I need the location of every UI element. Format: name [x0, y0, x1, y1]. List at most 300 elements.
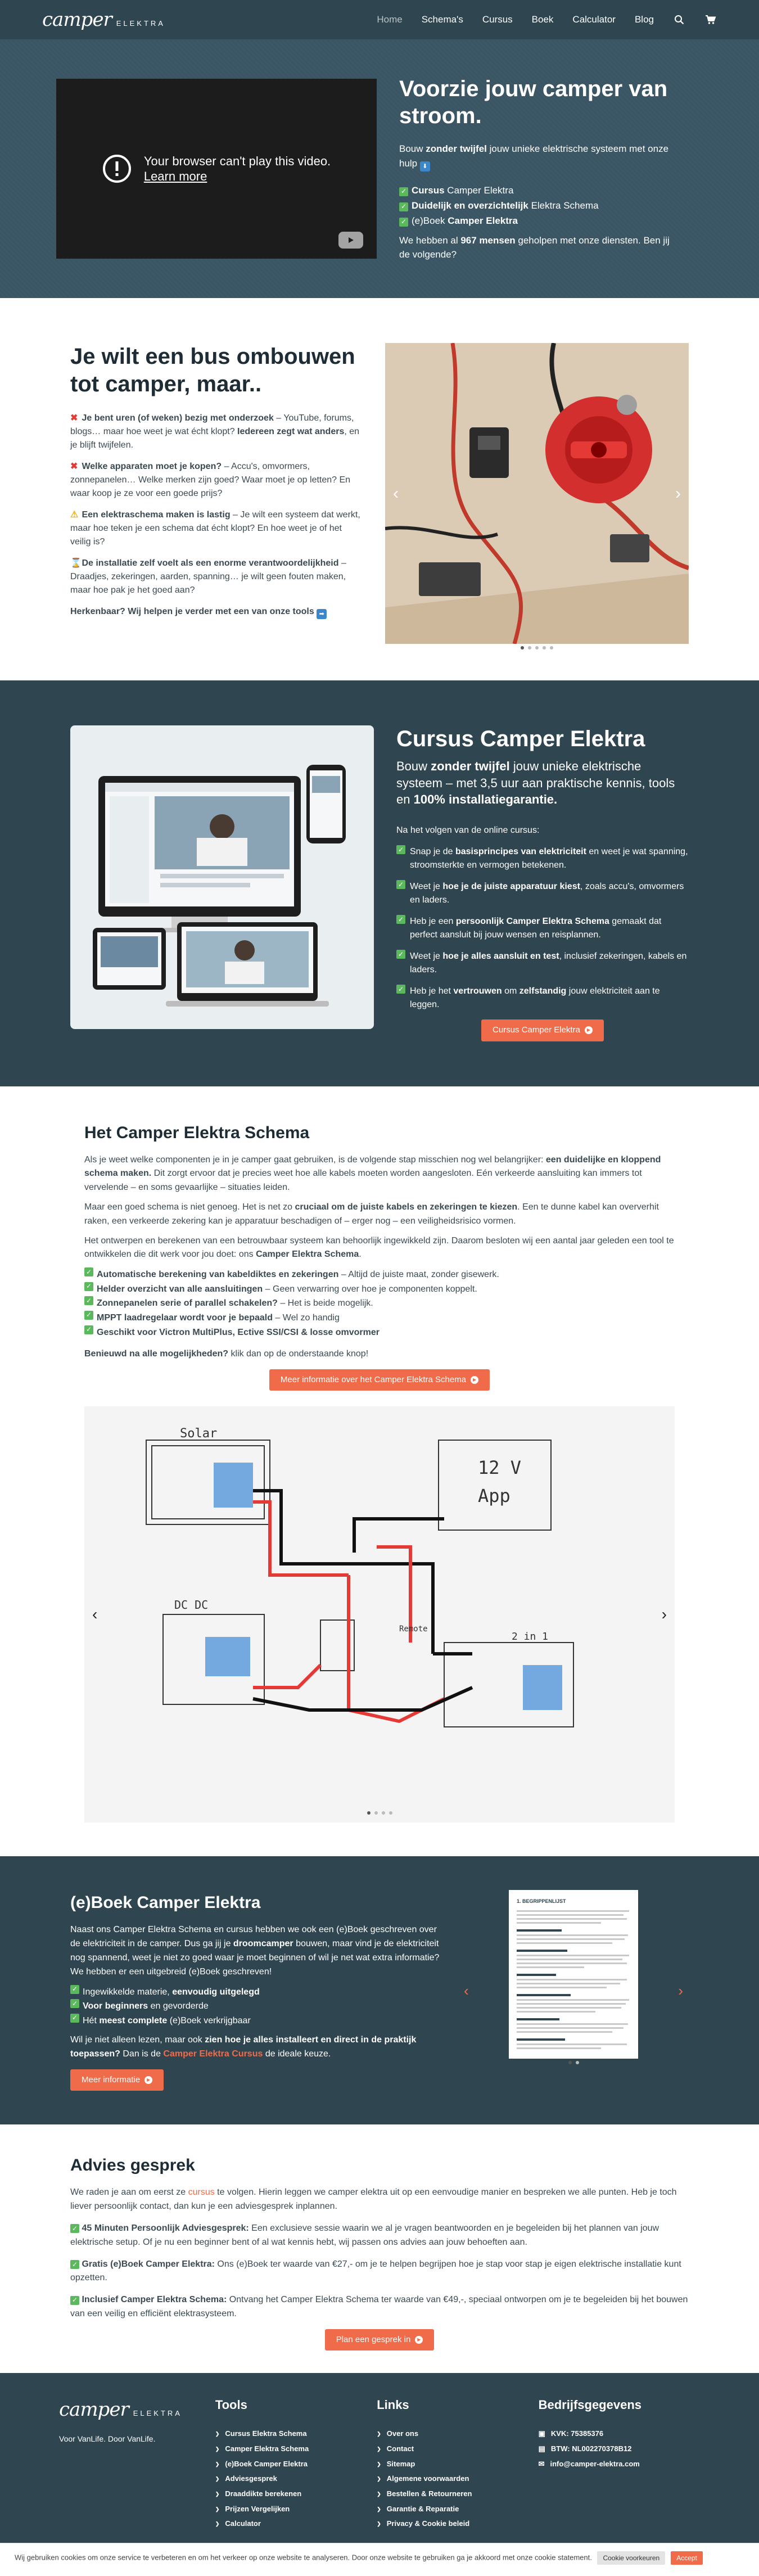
plan-gesprek-button[interactable]: [325, 2329, 435, 2351]
right-arrow-icon: ➡: [317, 609, 327, 619]
schema-check-4-post: – Wel zo handig: [272, 1312, 340, 1323]
schema-title: Het Camper Elektra Schema: [84, 1123, 310, 1142]
check-icon: ✓: [70, 1999, 79, 2008]
schema-check-3-post: – Het is beide mogelijk.: [277, 1298, 373, 1309]
course-item-1: [396, 845, 689, 872]
footer-link[interactable]: [215, 2442, 377, 2457]
footer-company: [539, 2395, 700, 2531]
problem-item-1: [70, 412, 363, 452]
course-lead-bold: zonder twijfel: [431, 759, 510, 773]
schema-diagram-drawing: [84, 1406, 675, 1800]
advies-button-wrap: [70, 2329, 689, 2351]
schema-check-3: [84, 1296, 675, 1311]
footer-link[interactable]: [377, 2442, 538, 2457]
diagram-label-solar: Solar: [180, 1427, 218, 1441]
schema-section: [0, 1086, 759, 1857]
chevron-right-icon: ❯: [215, 2431, 220, 2437]
footer-btw-text: BTW: NL002270378B12: [550, 2444, 632, 2453]
down-arrow-icon: ⬇: [420, 161, 430, 172]
chevron-right-icon: ❯: [215, 2476, 220, 2482]
footer-link[interactable]: [377, 2487, 538, 2502]
footer-kvk-text: KVK: 75385376: [550, 2429, 604, 2438]
nav-calculator[interactable]: Calculator: [572, 14, 616, 25]
advies-p1-post: te volgen. Hierin leggen we camper elektra uit op een eenvoudige manier en bespreken we alle punten. Heb je toch liever persoonlijk contact, dan kun je een adviesgesprek inplannen.: [70, 2187, 677, 2212]
footer-link[interactable]: [215, 2457, 377, 2472]
slider-prev-icon[interactable]: ‹: [393, 484, 399, 503]
course-item-1-pre: Snap je de: [410, 847, 455, 857]
nav-boek[interactable]: Boek: [531, 14, 554, 25]
schema-paragraph-1: [84, 1153, 675, 1195]
hero-lead: [399, 142, 680, 172]
schema-button-label: Meer informatie over het Camper Elektra Schema: [280, 1374, 467, 1384]
hero-foot-post: geholpen met onze diensten. Ben jij de volgende?: [399, 234, 670, 260]
envelope-icon: ✉: [538, 2459, 545, 2468]
ebook-page-preview: [509, 1890, 638, 2059]
ebook-prev-icon[interactable]: ‹: [464, 1982, 469, 1999]
schema-check-4: [84, 1311, 675, 1325]
slider-dot[interactable]: [521, 646, 524, 649]
ebook-text: [70, 1890, 441, 2091]
check-icon: ✓: [70, 2260, 79, 2269]
advies-item-3-bold: Inclusief Camper Elektra Schema:: [82, 2295, 227, 2305]
problem-item-1-text: – YouTube, forums, blogs… maar hoe weet je wat écht klopt?: [70, 413, 354, 436]
diagram-label-remote: Remote: [399, 1625, 428, 1634]
site-logo[interactable]: [42, 6, 165, 34]
hero-check-2-text: Elektra Schema: [528, 200, 599, 211]
hero-foot-bold: 967 mensen: [460, 234, 516, 246]
diagram-label-12v: 12 V: [478, 1457, 522, 1479]
chevron-right-icon: ❯: [377, 2461, 381, 2467]
footer-brand: [59, 2395, 215, 2531]
course-button-wrap: [396, 1019, 689, 1041]
schema-check-5: [84, 1325, 675, 1340]
photo-slider: [385, 343, 689, 647]
footer-link[interactable]: [215, 2502, 377, 2517]
hero-footnote: [399, 233, 680, 262]
ebook-check-3: [70, 2014, 441, 2028]
hero-foot-pre: We hebben al: [399, 234, 461, 246]
video-learn-more-link[interactable]: Learn more: [143, 169, 207, 183]
video-error-text: Your browser can't play this video.: [143, 154, 331, 168]
video-error: [102, 154, 331, 184]
problem-item-1-bold: Je bent uren (of weken) bezig met onderzoek: [82, 413, 274, 423]
play-icon: ▶: [471, 1376, 478, 1384]
slider-dot[interactable]: [528, 646, 531, 649]
footer-link[interactable]: [377, 2502, 538, 2517]
briefcase-icon: ▣: [538, 2429, 545, 2438]
course-item-5: [396, 985, 689, 1012]
footer-company-title: Bedrijfsgegevens: [538, 2398, 641, 2412]
ebook-check-3-bold: meest complete: [99, 2015, 168, 2025]
footer-link-label: Prijzen Vergelijken: [225, 2504, 290, 2513]
chevron-right-icon: ❯: [377, 2446, 381, 2452]
footer-kvk: [539, 2426, 700, 2442]
check-icon: ✓: [396, 915, 405, 924]
cross-icon: ✖: [70, 461, 78, 471]
schema-check-4-bold: MPPT laadregelaar wordt voor je bepaald: [97, 1312, 273, 1323]
check-icon: ✓: [70, 2224, 79, 2233]
ebook-p1: Naast ons Camper Elektra Schema en cursus hebben we ook een (e)Boek geschreven over de elektriciteit in de camper. Dus ga jij je: [70, 1925, 437, 1949]
footer-tagline: Voor VanLife. Door VanLife.: [59, 2434, 156, 2444]
advies-item-2-post: Ons (e)Boek ter waarde van €27,- om je te helpen begrijpen hoe je stap voor stap je eigen elektrische installatie kunt opzetten.: [70, 2259, 681, 2283]
chevron-right-icon: ❯: [215, 2461, 220, 2467]
footer-link-label: Sitemap: [386, 2459, 415, 2468]
schema-p1-pre: Als je weet welke componenten je in je camper gaat gebruiken, is de volgende stap misschien nog wel belangrijker:: [84, 1154, 546, 1165]
search-icon[interactable]: [673, 13, 685, 26]
course-item-4: [396, 950, 689, 977]
site-header: [0, 0, 759, 39]
hero-check-2: [399, 198, 680, 213]
check-icon: ✓: [399, 202, 408, 211]
advies-item-1: [70, 2222, 689, 2250]
schema-diagram-slider: [84, 1406, 675, 1822]
hero-lead-post: jouw unieke elektrische systeem met onze hulp: [399, 143, 669, 169]
course-item-3-bold: persoonlijk Camper Elektra Schema: [455, 917, 609, 927]
slider-dots: [385, 646, 689, 649]
nav-home[interactable]: Home: [377, 14, 403, 25]
ebook-title: (e)Boek Camper Elektra: [70, 1893, 261, 1912]
footer-logo-word: camper: [59, 2398, 129, 2421]
ebook-p2-bold: zien hoe je alles installeert en direct in de praktijk toepassen?: [70, 2035, 417, 2059]
ebook-button[interactable]: [70, 2069, 164, 2091]
problem-item-4-text: – Draadjes, zekeringen, aarden, spanning… je wilt geen fouten maken, maar hoe pak je het goed aan?: [70, 558, 346, 595]
hero-video[interactable]: [56, 79, 377, 259]
hero-check-3-text: (e)Boek: [412, 215, 448, 227]
hero-check-1-bold: Cursus: [412, 185, 445, 196]
footer-link-label: Garantie & Reparatie: [386, 2504, 459, 2513]
footer-email[interactable]: [539, 2457, 700, 2472]
ebook-p1-post: bouwen, maar vind je de elektriciteit nog spannend, weet je niet zo goed waar je moet beginnen of wil je net wat extra informatie? We hebben er een uitgebreid (e)Boek geschreven!: [70, 1939, 440, 1977]
hero-lead-bold: zonder twijfel: [426, 143, 487, 155]
ebook-paragraph-2: [70, 2033, 441, 2061]
cookie-buttons: [597, 2551, 702, 2565]
footer-link[interactable]: [215, 2426, 377, 2442]
cookie-banner: [0, 2543, 759, 2573]
course-lead: [396, 758, 689, 808]
ebook-p2-post: de ideale keuze.: [263, 2049, 331, 2059]
hero-check-3-bold: Camper Elektra: [448, 215, 518, 227]
cart-icon[interactable]: [704, 13, 717, 26]
ebook-page-lines: [517, 1910, 630, 2056]
chevron-right-icon: ❯: [215, 2506, 220, 2512]
schema-check-2-bold: Helder overzicht van alle aansluitingen: [97, 1284, 263, 1294]
slider-dot[interactable]: [382, 1811, 385, 1815]
chevron-right-icon: ❯: [215, 2446, 220, 2452]
schema-p2-bold: cruciaal om de juiste kabels en zekeringen te kiezen: [295, 1202, 518, 1212]
footer-link-label: Over ons: [386, 2429, 419, 2438]
diagram-prev-icon[interactable]: ‹: [92, 1605, 98, 1623]
course-item-5-post2: jouw elektriciteit aan te leggen.: [410, 986, 660, 1010]
schema-p1-post: Dit zorgt ervoor dat je precies weet hoe alle kabels moeten worden aangesloten. Eén verkeerde aansluiting kan immers tot vervelende – en soms gevaarlijke – situaties leiden.: [84, 1169, 642, 1193]
schema-closing-bold: Benieuwd na alle mogelijkheden?: [84, 1349, 229, 1359]
check-icon: ✓: [70, 2014, 79, 2023]
slider-next-icon[interactable]: ›: [675, 484, 681, 503]
course-item-2-bold: hoe je de juiste apparatuur kiest: [442, 882, 580, 892]
ebook-dots: [568, 2061, 579, 2064]
footer-link-label: Camper Elektra Schema: [225, 2444, 309, 2453]
schema-p3-pre: Het ontwerpen en berekenen van een betrouwbaar systeem kan behoorlijk ingewikkeld zijn. Daarom besloten wij een aantal jaar geleden een tool te ontwikkelen die dit werk voor jou doet: ons: [84, 1235, 674, 1260]
slider-dot[interactable]: [568, 2061, 572, 2064]
chevron-right-icon: ❯: [377, 2491, 381, 2497]
course-button[interactable]: [481, 1019, 604, 1041]
advies-item-3-post: Ontvang het Camper Elektra Schema ter waarde van €49,-, speciaal ontworpen om je te begeleiden bij het bouwen van een veilig en efficiënt elektrasysteem.: [70, 2295, 688, 2319]
footer-link[interactable]: [215, 2516, 377, 2532]
course-title: Cursus Camper Elektra: [396, 727, 645, 751]
schema-paragraph-3: [84, 1234, 675, 1262]
check-icon: ✓: [70, 2296, 79, 2305]
footer-tools-title: Tools: [215, 2398, 247, 2412]
installation-photo: [385, 343, 689, 644]
schema-check-2-post: – Geen verwarring over hoe je componenten koppelt.: [263, 1284, 477, 1294]
check-icon: ✓: [396, 985, 405, 994]
course-section: [0, 680, 759, 1086]
check-icon: ✓: [84, 1311, 93, 1320]
diagram-label-app: App: [478, 1485, 510, 1507]
footer-link-label: Calculator: [225, 2519, 261, 2528]
ebook-p2-pre: Wil je niet alleen lezen, maar ook: [70, 2035, 205, 2045]
footer-link-label: (e)Boek Camper Elektra: [225, 2459, 308, 2468]
footer-link[interactable]: [215, 2471, 377, 2487]
ebook-check-1: [70, 1985, 441, 2000]
problem-closing: [70, 605, 363, 619]
site-footer: [0, 2373, 759, 2542]
course-intro: Na het volgen van de online cursus:: [396, 825, 540, 836]
check-icon: ✓: [84, 1267, 93, 1276]
play-icon: ▶: [585, 1026, 593, 1034]
footer-logo[interactable]: [59, 2395, 215, 2424]
alert-icon: [102, 154, 132, 183]
ebook-page-heading: 1. BEGRIPPENLIJST: [517, 1898, 566, 1905]
course-item-1-post: en weet je wat spanning, stroomsterkte en vermogen betekenen.: [410, 847, 688, 870]
ebook-button-wrap: [70, 2069, 441, 2091]
hero-title: Voorzie jouw camper van stroom.: [399, 76, 668, 129]
receipt-icon: ▤: [538, 2444, 545, 2453]
course-item-5-post: om: [502, 986, 519, 996]
main-nav: [377, 12, 717, 27]
course-item-5-pre: Heb je het: [410, 986, 454, 996]
cookie-preferences-button[interactable]: Cookie voorkeuren: [597, 2551, 665, 2565]
footer-link-label: Draaddikte berekenen: [225, 2489, 302, 2498]
advies-item-2-bold: Gratis (e)Boek Camper Elektra:: [82, 2259, 215, 2269]
course-mockup-image: [70, 725, 374, 1029]
hourglass-icon: ⌛: [70, 558, 82, 568]
footer-link-label: Algemene voorwaarden: [386, 2474, 469, 2483]
nav-blog[interactable]: Blog: [634, 14, 654, 25]
play-icon: ▶: [144, 2076, 152, 2084]
schema-paragraph-2: [84, 1201, 675, 1229]
hero-check-2-bold: Duidelijk en overzichtelijk: [412, 200, 528, 211]
schema-check-3-bold: Zonnepanelen serie of parallel schakelen?: [97, 1298, 278, 1309]
problem-closing-text: Herkenbaar? Wij helpen je verder met een van onze tools: [70, 606, 314, 616]
course-button-label: Cursus Camper Elektra: [493, 1025, 580, 1035]
problem-title: Je wilt een bus ombouwen tot camper, maar..: [70, 344, 355, 396]
footer-link-label: Privacy & Cookie beleid: [386, 2519, 470, 2528]
course-item-5-bold2: zelfstandig: [519, 986, 567, 996]
footer-links-title: Links: [377, 2398, 409, 2412]
course-item-3: [396, 915, 689, 942]
slider-dot[interactable]: [374, 1811, 378, 1815]
footer-link[interactable]: [377, 2471, 538, 2487]
schema-p3-bold: Camper Elektra Schema: [256, 1249, 359, 1260]
check-icon: ✓: [84, 1296, 93, 1305]
schema-check-1-post: – Altijd de juiste maat, zonder gisewerk.: [338, 1270, 499, 1280]
footer-link-label: Adviesgesprek: [225, 2474, 277, 2483]
chevron-right-icon: ❯: [377, 2476, 381, 2482]
slider-dot[interactable]: [576, 2061, 579, 2064]
chevron-right-icon: ❯: [215, 2491, 220, 2497]
advies-course-link[interactable]: cursus: [188, 2187, 215, 2198]
slider-dot[interactable]: [550, 646, 553, 649]
logo-word: camper: [42, 8, 112, 31]
footer-link-label: Bestellen & Retourneren: [386, 2489, 472, 2498]
hero-check-3: [399, 213, 680, 228]
schema-p1-bold: een duidelijke en kloppend schema maken.: [84, 1154, 661, 1179]
ebook-p1-bold: droomcamper: [233, 1939, 293, 1949]
ebook-next-icon[interactable]: ›: [678, 1982, 683, 1999]
hero-content: [399, 75, 680, 261]
problem-item-2-bold: Welke apparaten moet je kopen?: [82, 461, 222, 471]
problem-item-4-bold: De installatie zelf voelt als een enorme verantwoordelijkheid: [82, 558, 339, 568]
ebook-check-3-post: (e)Boek verkrijgbaar: [167, 2015, 251, 2025]
chevron-right-icon: ❯: [377, 2506, 381, 2512]
schema-p3-post: .: [359, 1249, 362, 1260]
advies-item-2: [70, 2258, 689, 2286]
problem-item-2: [70, 460, 363, 500]
nav-cursus[interactable]: Cursus: [482, 14, 513, 25]
course-item-2-post: , zoals accu's, omvormers en laders.: [410, 882, 684, 905]
ebook-button-label: Meer informatie: [82, 2074, 141, 2085]
problem-item-3-bold: Een elektraschema maken is lastig: [82, 509, 231, 520]
footer-link[interactable]: [377, 2516, 538, 2532]
chevron-right-icon: ❯: [377, 2521, 381, 2527]
problem-item-3: [70, 508, 363, 549]
cookie-accept-button[interactable]: Accept: [671, 2551, 703, 2565]
course-item-3-post: gemaakt dat perfect aansluit bij jouw wensen en reisplannen.: [410, 917, 662, 940]
footer-btw: [539, 2442, 700, 2457]
schema-check-2: [84, 1282, 675, 1297]
cookie-text: Wij gebruiken cookies om onze service te verbeteren en om het verkeer op onze website te analyseren. Door onze website te gebruiken ga je akkoord met onze cookie statement.: [15, 2553, 592, 2562]
slider-dot[interactable]: [367, 1811, 371, 1815]
problem-item-4: [70, 557, 363, 597]
course-item-5-bold: vertrouwen: [453, 986, 502, 996]
diagram-dots: [84, 1811, 675, 1815]
problem-item-1-bold2: Iedereen zegt wat anders: [237, 426, 345, 436]
problem-item-1-text2: , en je blijft twijfelen.: [70, 426, 360, 450]
advies-item-3: [70, 2293, 689, 2321]
footer-link-label: Contact: [386, 2444, 414, 2453]
check-icon: ✓: [396, 880, 405, 889]
ebook-section: [0, 1856, 759, 2124]
ebook-slider: [464, 1890, 683, 2091]
ebook-check-2-post: en gevorderde: [148, 2001, 209, 2011]
schema-button[interactable]: [269, 1369, 490, 1391]
slider-dot[interactable]: [543, 646, 546, 649]
diagram-label-dc: DC DC: [174, 1598, 209, 1612]
check-icon: ✓: [70, 1985, 79, 1994]
check-icon: ✓: [84, 1282, 93, 1291]
diagram-label-accu: 2 in 1: [512, 1631, 549, 1643]
check-icon: ✓: [399, 187, 408, 196]
ebook-check-2: [70, 1999, 441, 2014]
advies-p1-pre: We raden je aan om eerst ze: [70, 2187, 188, 2198]
course-item-4-pre: Weet je: [410, 951, 443, 962]
check-icon: ✓: [84, 1325, 93, 1334]
slider-dot[interactable]: [389, 1811, 392, 1815]
problem-section: [0, 298, 759, 680]
schema-p2-post: . Een te dunne kabel kan oververhit raken, een verkeerde zekering kan je apparatuur beschadigen of – erger nog – een veiligheidsrisico vormen.: [84, 1202, 659, 1226]
check-icon: ✓: [396, 950, 405, 959]
course-item-3-pre: Heb je een: [410, 917, 456, 927]
play-icon: ▶: [415, 2336, 423, 2344]
footer-tools: [215, 2395, 377, 2531]
diagram-next-icon[interactable]: ›: [661, 1605, 667, 1623]
hero-lead-pre: Bouw: [399, 143, 426, 155]
chevron-right-icon: ❯: [377, 2431, 381, 2437]
problem-text: [70, 343, 363, 647]
schema-button-wrap: [84, 1369, 675, 1391]
problem-item-3-text: – Je wilt een systeem dat werkt, maar hoe teken je een schema dat écht klopt? En hoe weet je of het veilig is?: [70, 509, 360, 547]
schema-check-5-bold: Geschikt voor Victron MultiPlus, Ective SSI/CSI & losse omvormer: [97, 1327, 379, 1337]
footer-email-text: info@camper-elektra.com: [550, 2459, 640, 2468]
ebook-check-3-pre: Hét: [83, 2015, 100, 2025]
ebook-check-2-bold: Voor beginners: [83, 2001, 148, 2011]
ebook-course-link[interactable]: Camper Elektra Cursus: [163, 2049, 263, 2059]
advies-button-label: Plan een gesprek in: [336, 2334, 411, 2344]
hero-check-1: [399, 183, 680, 198]
advies-title: Advies gesprek: [70, 2156, 195, 2175]
hero-section: [0, 39, 759, 298]
course-item-1-bold: basisprincipes van elektriciteit: [455, 847, 586, 857]
check-icon: ✓: [399, 218, 408, 227]
schema-closing-post: klik dan op de onderstaande knop!: [228, 1349, 369, 1359]
footer-link-label: Cursus Elektra Schema: [225, 2429, 307, 2438]
footer-link[interactable]: [377, 2457, 538, 2472]
schema-closing: [84, 1347, 675, 1361]
ebook-check-1-pre: Ingewikkelde materie,: [83, 1987, 173, 1997]
nav-schemas[interactable]: Schema's: [421, 14, 463, 25]
advies-item-1-bold: 45 Minuten Persoonlijk Adviesgesprek:: [82, 2223, 249, 2234]
advies-item-1-post: Een exclusieve sessie waarin we al je vragen beantwoorden en je begeleiden bij het plannen van jouw elektrische setup. Of je nu een beginner bent of al wat kennis hebt, wij passen ons advies aan jouw behoeften aan.: [70, 2223, 659, 2247]
footer-link[interactable]: [377, 2426, 538, 2442]
schema-p2-pre: Maar een goed schema is niet genoeg. Het is net zo: [84, 1202, 295, 1212]
ebook-check-1-bold: eenvoudig uitgelegd: [172, 1987, 260, 1997]
check-icon: ✓: [396, 845, 405, 854]
schema-check-1: [84, 1267, 675, 1282]
advies-intro: [70, 2186, 689, 2214]
course-content: [396, 725, 689, 1041]
course-item-2-pre: Weet je: [410, 882, 443, 892]
course-item-4-bold: hoe je alles aansluit en test: [442, 951, 559, 962]
course-lead-bold2: 100% installatiegarantie.: [413, 792, 558, 807]
hero-check-1-text: Camper Elektra: [444, 185, 514, 196]
chevron-right-icon: ❯: [215, 2521, 220, 2527]
course-item-4-post: , inclusief zekeringen, kabels en laders.: [410, 951, 687, 975]
logo-sub: ELEKTRA: [116, 19, 165, 28]
schema-check-1-bold: Automatische berekening van kabeldiktes en zekeringen: [97, 1270, 339, 1280]
footer-link[interactable]: [215, 2487, 377, 2502]
advies-section: [0, 2124, 759, 2373]
ebook-paragraph-1: [70, 1923, 441, 1979]
warning-icon: ⚠: [70, 509, 79, 520]
ebook-p2-mid: Dan is de: [120, 2049, 164, 2059]
course-lead-pre: Bouw: [396, 759, 431, 773]
slider-dot[interactable]: [535, 646, 539, 649]
footer-links: [377, 2395, 538, 2531]
footer-logo-sub: ELEKTRA: [133, 2409, 182, 2418]
problem-item-2-text: – Accu's, omvormers, zonnepanelen… Welke merken zijn goed? Waar moet je op letten? En waar koop je ze voor een goede prijs?: [70, 461, 351, 498]
youtube-icon[interactable]: [338, 232, 363, 249]
cross-icon: ✖: [70, 413, 78, 423]
